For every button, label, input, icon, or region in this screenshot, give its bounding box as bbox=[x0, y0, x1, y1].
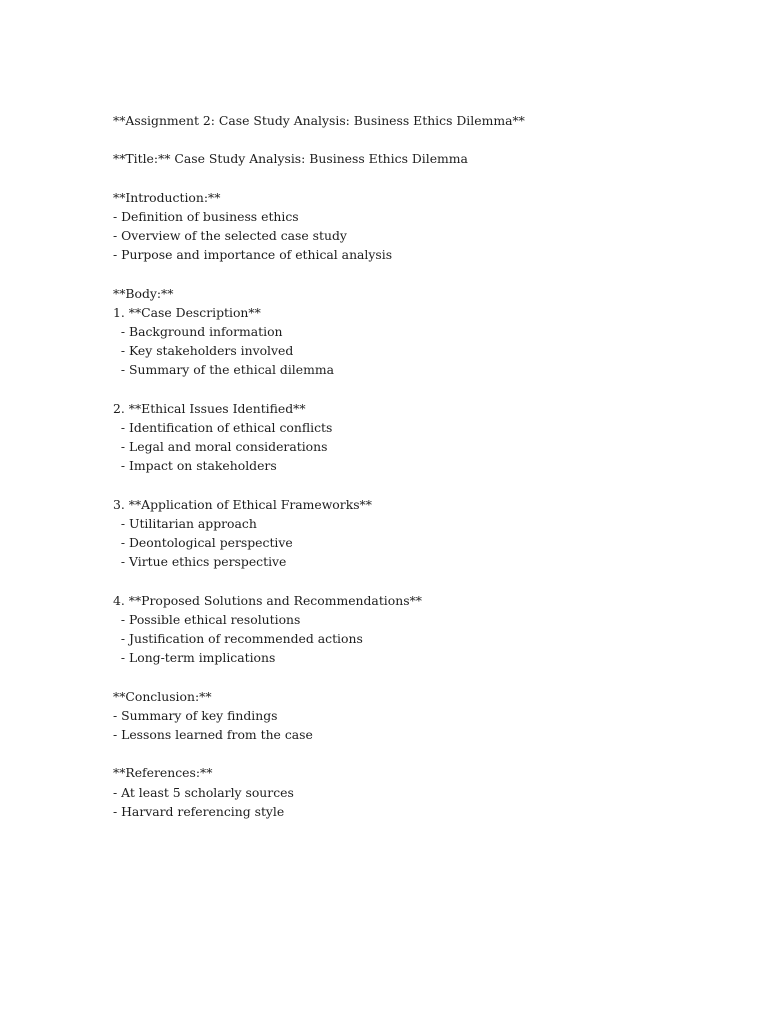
list-item: - Utilitarian approach bbox=[113, 515, 257, 531]
list-item: - Possible ethical resolutions bbox=[113, 611, 301, 627]
spacer bbox=[113, 169, 733, 188]
title-line: **Title:** Case Study Analysis: Business Ethics Dilemma bbox=[113, 151, 468, 167]
list-item: - Overview of the selected case study bbox=[113, 228, 347, 244]
spacer bbox=[113, 380, 733, 399]
spacer bbox=[113, 265, 733, 284]
section-heading: 4. **Proposed Solutions and Recommendations** bbox=[113, 592, 422, 608]
assignment-heading: **Assignment 2: Case Study Analysis: Business Ethics Dilemma** bbox=[113, 113, 525, 128]
list-item: - Lessons learned from the case bbox=[113, 727, 313, 742]
list-item: - Deontological perspective bbox=[113, 535, 293, 551]
spacer bbox=[113, 667, 733, 686]
section-heading: 3. **Application of Ethical Frameworks** bbox=[113, 496, 372, 512]
spacer bbox=[113, 744, 733, 763]
body-label: **Body:** bbox=[113, 285, 174, 301]
list-item: - Justification of recommended actions bbox=[113, 631, 363, 647]
introduction-label: **Introduction:** bbox=[113, 189, 221, 205]
list-item: - Virtue ethics perspective bbox=[113, 554, 287, 570]
list-item: - Identification of ethical conflicts bbox=[113, 420, 333, 435]
document-body bbox=[113, 111, 733, 821]
list-item: - Harvard referencing style bbox=[113, 803, 285, 819]
list-item: - Long-term implications bbox=[113, 650, 276, 666]
list-item: - Background information bbox=[113, 324, 283, 340]
spacer bbox=[113, 130, 733, 149]
list-item: - Summary of key findings bbox=[113, 707, 278, 723]
list-item: - Purpose and importance of ethical analysis bbox=[113, 247, 393, 263]
list-item: - Impact on stakeholders bbox=[113, 458, 277, 474]
conclusion-label: **Conclusion:** bbox=[113, 688, 212, 704]
spacer bbox=[113, 476, 733, 495]
list-item: - Key stakeholders involved bbox=[113, 343, 294, 359]
list-item: - Legal and moral considerations bbox=[113, 439, 328, 455]
list-item: - Summary of the ethical dilemma bbox=[113, 362, 334, 378]
section-heading: 1. **Case Description** bbox=[113, 304, 261, 320]
list-item: - At least 5 scholarly sources bbox=[113, 784, 294, 800]
references-label: **References:** bbox=[113, 765, 213, 781]
list-item: - Definition of business ethics bbox=[113, 208, 299, 224]
section-heading: 2. **Ethical Issues Identified** bbox=[113, 400, 306, 416]
spacer bbox=[113, 572, 733, 591]
